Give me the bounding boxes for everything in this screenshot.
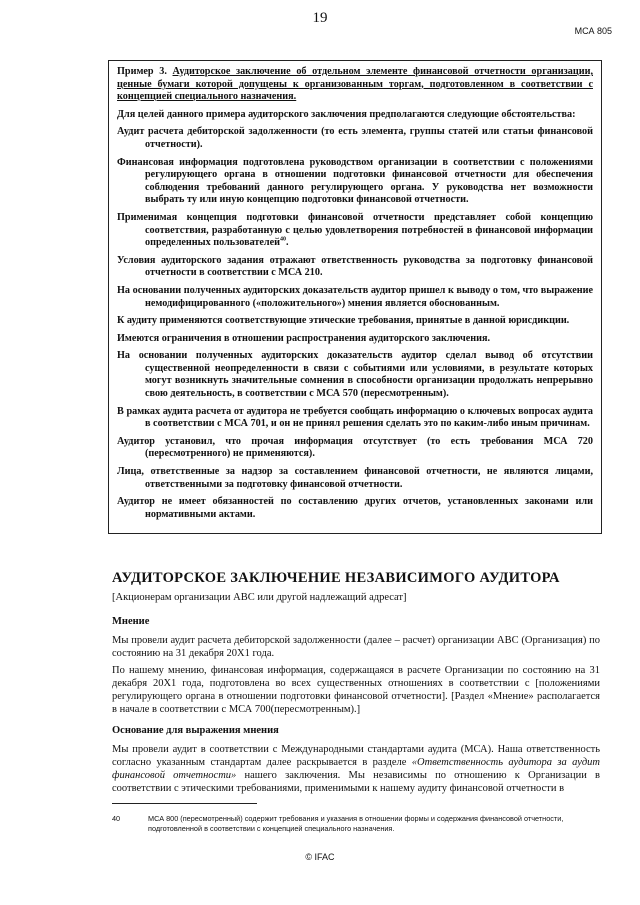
list-item: Аудитор не имеет обязанностей по составлению других отчетов, установленных законами или нормативными актами. (117, 496, 593, 520)
list-item: Лица, ответственные за надзор за составлением финансовой отчетности, не являются лицами, ответственными за подготовку финансовой отчетности. (117, 466, 593, 490)
example-title: Аудиторское заключение об отдельном элементе финансовой отчетности организации, ценные бумаги которой допущены к организованным торгам, подготовленном в соответствии с концепцией специального назначения. (117, 66, 593, 103)
emphasized-reference: «Ответственность аудитора за аудит финансовой отчетности» (112, 757, 600, 781)
list-item: К аудиту применяются соответствующие этические требования, принятые в данной юрисдикции. (117, 315, 570, 327)
opinion-paragraph-1: Мы провели аудит расчета дебиторской задолженности (далее – расчет) организации АВС (Организация) по состоянию на 31 декабря 20X1 года. (112, 635, 600, 659)
opinion-heading: Мнение (112, 616, 150, 627)
list-item: Аудитор установил, что прочая информация отсутствует (то есть требования МСА 720 (пересмотренного) не применяются). (117, 435, 593, 460)
list-item: Условия аудиторского задания отражают ответственность руководства за подготовку финансовой отчетности в соответствии с МСА 210. (117, 254, 593, 279)
list-item: Финансовая информация подготовлена руководством организации в соответствии с положениями регулирующего органа в отношении подготовки финансовой отчетности для обеспечения соблюдения требований данного регулирующего органа. У руководства нет возможности выбрать ту или иную концепцию подготовки финансовой отчетности. (117, 156, 593, 206)
example-intro: Для целей данного примера аудиторского заключения предполагаются следующие обстоятельства: (117, 108, 576, 120)
basis-heading: Основание для выражения мнения (112, 725, 279, 736)
footnote-divider (112, 803, 257, 804)
footnote-text: МСА 800 (пересмотренный) содержит требования и указания в отношении формы и содержания финансовой отчетности, подготовленной в соответствии с концепцией специального назначения. (148, 814, 564, 833)
example-label: Пример 3. (117, 66, 167, 77)
addressee: [Акционерам организации АВС или другой надлежащий адресат] (112, 592, 407, 603)
example-box (108, 60, 602, 534)
list-item: Применимая концепция подготовки финансовой отчетности представляет собой концепцию соответствия, разработанную с целью удовлетворения потребностей в финансовой информации определенных пользователей$^{40}$. (117, 211, 593, 249)
example-heading (117, 66, 593, 104)
list-item: Аудит расчета дебиторской задолженности (то есть элемента, группы статей или статьи финансовой отчетности). (117, 126, 593, 150)
list-item: Имеются ограничения в отношении распространения аудиторского заключения. (117, 332, 491, 344)
report-title: АУДИТОРСКОЕ ЗАКЛЮЧЕНИЕ НЕЗАВИСИМОГО АУДИТОРА (112, 570, 560, 586)
basis-paragraph: Мы провели аудит в соответствии с Международными стандартами аудита (МСА). Наша ответственность согласно указанным стандартам далее раскрывается в разделе «Ответственность аудитора за аудит финансовой отчетности» нашего заключения. Мы независимы по отношению к Организации в соответствии с этическими требованиями, применимыми к нашему аудиту финансовой отчетности в (112, 744, 600, 794)
opinion-paragraph-2: По нашему мнению, финансовая информация, содержащаяся в расчете Организации по состоянию на 31 декабря 20X1 года, подготовлена во всех существенных отношениях в соответствии с [положениями регулирующего органа в отношении подготовки финансовой отчетности]. [Раздел «Мнение» располагается в начале в соответствии с МСА 700(пересмотренным).] (112, 665, 600, 715)
list-item: В рамках аудита расчета от аудитора не требуется сообщать информацию о ключевых вопросах аудита в соответствии с МСА 701, и он не принял решения сделать это по каким-либо иным причинам. (117, 405, 593, 430)
list-item: На основании полученных аудиторских доказательств аудитор сделал вывод об отсутствии существенной неопределенности в связи с событиями или условиями, в результате которых могут возникнуть значительные сомнения в способности организации продолжать непрерывно свою деятельность, в соответствии с МСА 570 (пересмотренным). (117, 350, 593, 400)
document-code: МСА 805 (574, 26, 612, 36)
copyright-footer: © IFAC (305, 852, 335, 862)
footnote-number: 40 (112, 814, 121, 823)
list-item: На основании полученных аудиторских доказательств аудитор пришел к выводу о том, что выражение немодифицированного («положительного») мнения является обоснованным. (117, 284, 593, 309)
page-number: 19 (312, 10, 328, 26)
footnote-reference: 40 (280, 236, 287, 243)
footnote (112, 814, 600, 834)
